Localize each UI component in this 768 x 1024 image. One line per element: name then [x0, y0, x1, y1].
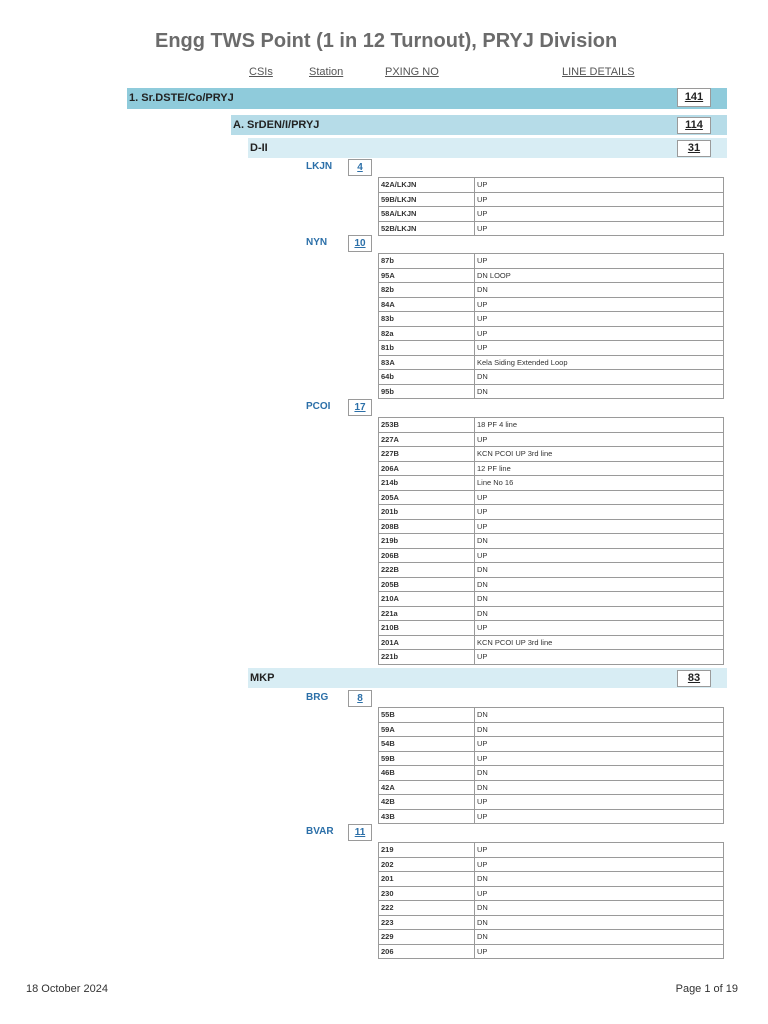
table-row: [379, 221, 724, 236]
section-label: D-II: [250, 142, 268, 154]
table-row: [379, 857, 724, 872]
line-details-cell: DN: [475, 534, 724, 549]
pxing-no-cell: 205A: [379, 490, 475, 505]
line-details-cell: Line No 16: [475, 476, 724, 491]
pxing-no-cell: 81b: [379, 341, 475, 356]
header-station: Station: [309, 66, 344, 78]
pxing-no-cell: 206A: [379, 461, 475, 476]
line-details-cell: UP: [475, 432, 724, 447]
header-pxing-no: PXING NO: [385, 66, 439, 78]
table-row: [379, 418, 724, 433]
line-details-cell: DN: [475, 915, 724, 930]
pxing-no-cell: 82b: [379, 283, 475, 298]
pxing-no-cell: 43B: [379, 809, 475, 824]
pxing-no-cell: 58A/LKJN: [379, 207, 475, 222]
pxing-no-cell: 84A: [379, 297, 475, 312]
table-row: [379, 780, 724, 795]
line-details-cell: DN: [475, 577, 724, 592]
table-row: [379, 708, 724, 723]
group-count[interactable]: 141: [677, 88, 711, 107]
pxing-no-cell: 201A: [379, 635, 475, 650]
table-row: [379, 341, 724, 356]
header-csis: CSIs: [249, 66, 273, 78]
line-details-cell: 12 PF line: [475, 461, 724, 476]
pxing-no-cell: 59B/LKJN: [379, 192, 475, 207]
line-details-cell: UP: [475, 843, 724, 858]
header-line-details: LINE DETAILS: [562, 66, 635, 78]
table-row: [379, 476, 724, 491]
pxing-table: [378, 177, 724, 236]
line-details-cell: KCN PCOI UP 3rd line: [475, 447, 724, 462]
pxing-no-cell: 59B: [379, 751, 475, 766]
table-row: [379, 490, 724, 505]
footer-page-number: Page 1 of 19: [675, 983, 738, 995]
pxing-no-cell: 42A/LKJN: [379, 178, 475, 193]
table-row: [379, 283, 724, 298]
pxing-no-cell: 95A: [379, 268, 475, 283]
pxing-no-cell: 219: [379, 843, 475, 858]
station-count[interactable]: 10: [348, 235, 372, 252]
table-row: [379, 432, 724, 447]
page-title: Engg TWS Point (1 in 12 Turnout), PRYJ Division: [155, 30, 618, 52]
pxing-no-cell: 202: [379, 857, 475, 872]
line-details-cell: UP: [475, 326, 724, 341]
line-details-cell: DN: [475, 766, 724, 781]
line-details-cell: DN: [475, 283, 724, 298]
station-count[interactable]: 4: [348, 159, 372, 176]
pxing-no-cell: 214b: [379, 476, 475, 491]
table-row: [379, 178, 724, 193]
pxing-no-cell: 222: [379, 901, 475, 916]
line-details-cell: UP: [475, 505, 724, 520]
line-details-cell: DN: [475, 563, 724, 578]
line-details-cell: DN LOOP: [475, 268, 724, 283]
pxing-no-cell: 205B: [379, 577, 475, 592]
line-details-cell: UP: [475, 341, 724, 356]
table-row: [379, 766, 724, 781]
table-row: [379, 809, 724, 824]
pxing-table: [378, 417, 724, 665]
table-row: [379, 944, 724, 959]
table-row: [379, 930, 724, 945]
table-row: [379, 461, 724, 476]
table-row: [379, 592, 724, 607]
line-details-cell: UP: [475, 650, 724, 665]
station-count[interactable]: 11: [348, 824, 372, 841]
station-name: PCOI: [306, 401, 331, 412]
line-details-cell: UP: [475, 857, 724, 872]
line-details-cell: DN: [475, 708, 724, 723]
pxing-no-cell: 59A: [379, 722, 475, 737]
pxing-no-cell: 83b: [379, 312, 475, 327]
table-row: [379, 268, 724, 283]
table-row: [379, 843, 724, 858]
table-row: [379, 795, 724, 810]
line-details-cell: Kela Siding Extended Loop: [475, 355, 724, 370]
pxing-no-cell: 42B: [379, 795, 475, 810]
pxing-no-cell: 208B: [379, 519, 475, 534]
table-row: [379, 722, 724, 737]
pxing-no-cell: 55B: [379, 708, 475, 723]
pxing-no-cell: 54B: [379, 737, 475, 752]
pxing-no-cell: 206B: [379, 548, 475, 563]
station-name: LKJN: [306, 161, 333, 172]
pxing-no-cell: 201b: [379, 505, 475, 520]
line-details-cell: UP: [475, 297, 724, 312]
pxing-no-cell: 253B: [379, 418, 475, 433]
pxing-no-cell: 46B: [379, 766, 475, 781]
pxing-no-cell: 230: [379, 886, 475, 901]
line-details-cell: DN: [475, 722, 724, 737]
table-row: [379, 192, 724, 207]
line-details-cell: DN: [475, 370, 724, 385]
table-row: [379, 548, 724, 563]
footer-date: 18 October 2024: [26, 983, 108, 995]
line-details-cell: UP: [475, 795, 724, 810]
line-details-cell: UP: [475, 519, 724, 534]
line-details-cell: UP: [475, 886, 724, 901]
line-details-cell: DN: [475, 901, 724, 916]
table-row: [379, 384, 724, 399]
line-details-cell: UP: [475, 490, 724, 505]
line-details-cell: DN: [475, 384, 724, 399]
pxing-no-cell: 83A: [379, 355, 475, 370]
line-details-cell: 18 PF 4 line: [475, 418, 724, 433]
line-details-cell: UP: [475, 207, 724, 222]
pxing-no-cell: 222B: [379, 563, 475, 578]
table-row: [379, 621, 724, 636]
line-details-cell: UP: [475, 192, 724, 207]
line-details-cell: UP: [475, 621, 724, 636]
group-label: 1. Sr.DSTE/Co/PRYJ: [129, 92, 234, 104]
table-row: [379, 577, 724, 592]
table-row: [379, 901, 724, 916]
pxing-no-cell: 201: [379, 872, 475, 887]
pxing-no-cell: 64b: [379, 370, 475, 385]
pxing-no-cell: 223: [379, 915, 475, 930]
table-row: [379, 606, 724, 621]
line-details-cell: UP: [475, 751, 724, 766]
line-details-cell: DN: [475, 592, 724, 607]
line-details-cell: UP: [475, 944, 724, 959]
table-row: [379, 326, 724, 341]
line-details-cell: UP: [475, 178, 724, 193]
table-row: [379, 505, 724, 520]
table-row: [379, 751, 724, 766]
table-row: [379, 534, 724, 549]
station-count[interactable]: 17: [348, 399, 372, 416]
table-row: [379, 563, 724, 578]
section-count[interactable]: 83: [677, 670, 711, 687]
line-details-cell: UP: [475, 254, 724, 269]
station-count[interactable]: 8: [348, 690, 372, 707]
table-row: [379, 635, 724, 650]
pxing-no-cell: 210B: [379, 621, 475, 636]
line-details-cell: UP: [475, 548, 724, 563]
table-row: [379, 254, 724, 269]
line-details-cell: DN: [475, 606, 724, 621]
pxing-no-cell: 221a: [379, 606, 475, 621]
pxing-no-cell: 82a: [379, 326, 475, 341]
table-row: [379, 297, 724, 312]
group-band-level2: [231, 115, 727, 135]
pxing-no-cell: 206: [379, 944, 475, 959]
pxing-no-cell: 210A: [379, 592, 475, 607]
table-row: [379, 886, 724, 901]
group-band-level1: [127, 88, 727, 109]
pxing-table: [378, 842, 724, 959]
group-count[interactable]: 114: [677, 117, 711, 134]
pxing-no-cell: 52B/LKJN: [379, 221, 475, 236]
line-details-cell: DN: [475, 930, 724, 945]
section-label: MKP: [250, 672, 275, 684]
pxing-no-cell: 87b: [379, 254, 475, 269]
table-row: [379, 519, 724, 534]
pxing-no-cell: 227A: [379, 432, 475, 447]
table-row: [379, 312, 724, 327]
line-details-cell: KCN PCOI UP 3rd line: [475, 635, 724, 650]
pxing-no-cell: 42A: [379, 780, 475, 795]
pxing-table: [378, 707, 724, 824]
station-name: NYN: [306, 237, 328, 248]
table-row: [379, 370, 724, 385]
station-name: BRG: [306, 692, 329, 703]
line-details-cell: DN: [475, 780, 724, 795]
table-row: [379, 355, 724, 370]
pxing-no-cell: 221b: [379, 650, 475, 665]
pxing-no-cell: 95b: [379, 384, 475, 399]
section-band: [248, 138, 727, 158]
pxing-no-cell: 227B: [379, 447, 475, 462]
line-details-cell: UP: [475, 809, 724, 824]
pxing-no-cell: 229: [379, 930, 475, 945]
table-row: [379, 207, 724, 222]
line-details-cell: DN: [475, 872, 724, 887]
line-details-cell: UP: [475, 221, 724, 236]
table-row: [379, 737, 724, 752]
section-count[interactable]: 31: [677, 140, 711, 157]
line-details-cell: UP: [475, 312, 724, 327]
table-row: [379, 872, 724, 887]
section-band: [248, 668, 727, 688]
group-label: A. SrDEN/I/PRYJ: [233, 119, 320, 131]
station-name: BVAR: [306, 826, 334, 837]
pxing-table: [378, 253, 724, 399]
table-row: [379, 915, 724, 930]
table-row: [379, 650, 724, 665]
table-row: [379, 447, 724, 462]
pxing-no-cell: 219b: [379, 534, 475, 549]
line-details-cell: UP: [475, 737, 724, 752]
